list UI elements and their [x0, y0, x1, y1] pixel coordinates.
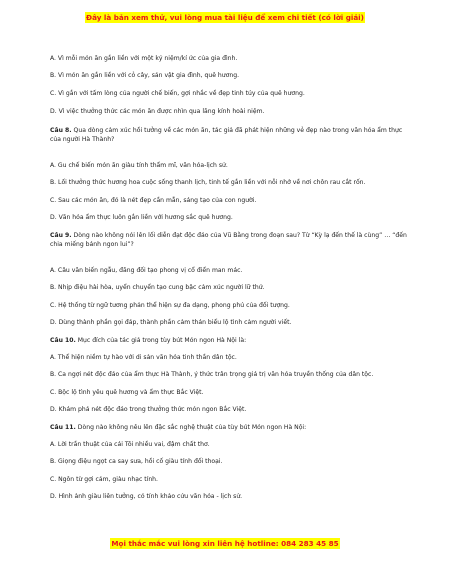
option-line: A. Lời trần thuật của cái Tôi nhiều vai, đậm chất thơ.: [50, 441, 210, 448]
option-line: D. Hình ảnh giàu liên tưởng, có tính khảo cứu văn hóa - lịch sử.: [50, 493, 243, 500]
option-line: B. Lối thưởng thức hương hoa cuộc sống thanh lịch, tinh tế gắn liền với nỗi nhớ về nơi chôn rau cắt rốn.: [50, 179, 366, 186]
option-line: D. Văn hóa ẩm thực luôn gắn liền với hương sắc quê hương.: [50, 214, 233, 221]
hotline-notice-text: Mọi thắc mắc vui lòng xin liên hệ hotline: 084 283 45 85: [111, 539, 339, 548]
option-line: B. Nhịp điệu hài hòa, uyển chuyển tạo cung bậc cảm xúc người lữ thứ.: [50, 284, 265, 291]
question-10: [50, 336, 410, 345]
option-line: C. Ngôn từ gợi cảm, giàu nhạc tính.: [50, 476, 158, 483]
option-line: B. Vì món ăn gắn liền với cỏ cây, sản vật gia đình, quê hương.: [50, 72, 240, 79]
question-11: [50, 423, 410, 432]
option-line: A. Vì mỗi món ăn gắn liền với một kỷ niệm/kí ức của gia đình.: [50, 55, 238, 62]
question-text: Qua dòng cảm xúc hồi tưởng về các món ăn, tác giả đã phát hiện những vẻ đẹp nào trong văn hóa ẩm thực của người Hà Thành?: [50, 127, 403, 143]
option-line: D. Dùng thành phần gọi đáp, thành phần cảm thán biểu lộ tình cảm người viết.: [50, 319, 292, 326]
question-label: Câu 10.: [50, 337, 76, 344]
question-text: Mục đích của tác giả trong tùy bút Món ngon Hà Nội là:: [77, 337, 247, 344]
question-9: [50, 231, 410, 249]
option-line: A. Câu văn biến ngẫu, đăng đối tạo phong vị cổ điển man mác.: [50, 267, 243, 274]
option-line: D. Khám phá nét độc đáo trong thưởng thức món ngon Bắc Việt.: [50, 406, 247, 413]
option-line: C. Bộc lộ tình yêu quê hương và ẩm thực Bắc Việt.: [50, 389, 204, 396]
preview-notice-text: Đây là bản xem thử, vui lòng mua tài liệu để xem chi tiết (có lời giải): [86, 13, 364, 22]
question-label: Câu 8.: [50, 127, 72, 134]
preview-notice-header: [0, 13, 450, 22]
hotline-notice-footer: [0, 539, 450, 548]
option-line: C. Sau các món ăn, đó là nét đẹp cần mẫn, sáng tạo của con người.: [50, 197, 257, 204]
option-line: C. Vì gắn với tấm lòng của người chế biến, gợi nhắc về đẹp tinh túy của quê hương.: [50, 90, 305, 97]
option-line: B. Giọng điệu ngọt ca say sưa, hồi cố giàu tính đối thoại.: [50, 458, 223, 465]
question-label: Câu 9.: [50, 232, 72, 239]
question-text: Dòng nào không nêu lên đặc sắc nghệ thuật của tùy bút Món ngon Hà Nội:: [77, 424, 307, 431]
option-line: A. Gu chế biến món ăn giàu tính thẩm mĩ, văn hóa-lịch sử.: [50, 162, 228, 169]
option-line: A. Thể hiện niềm tự hào với di sản văn hóa tinh thần dân tộc.: [50, 354, 237, 361]
option-line: B. Ca ngợi nét độc đáo của ẩm thực Hà Thành, ý thức trân trọng giá trị văn hóa truyền thống của dân tộc.: [50, 371, 374, 378]
question-text: Dòng nào không nói lên lối diễn đạt độc đáo của Vũ Bằng trong đoạn sau? Từ “Kỳ lạ đến thế là cùng” … “đến chia miếng bánh ngon lui”?: [50, 232, 407, 248]
question-label: Câu 11.: [50, 424, 76, 431]
option-line: C. Hệ thống từ ngữ tương phản thể hiện sự đa dạng, phong phú của đối tượng.: [50, 302, 290, 309]
option-line: D. Vì việc thưởng thức các món ăn được nhìn qua lăng kính hoài niệm.: [50, 108, 265, 115]
question-8: [50, 126, 410, 144]
